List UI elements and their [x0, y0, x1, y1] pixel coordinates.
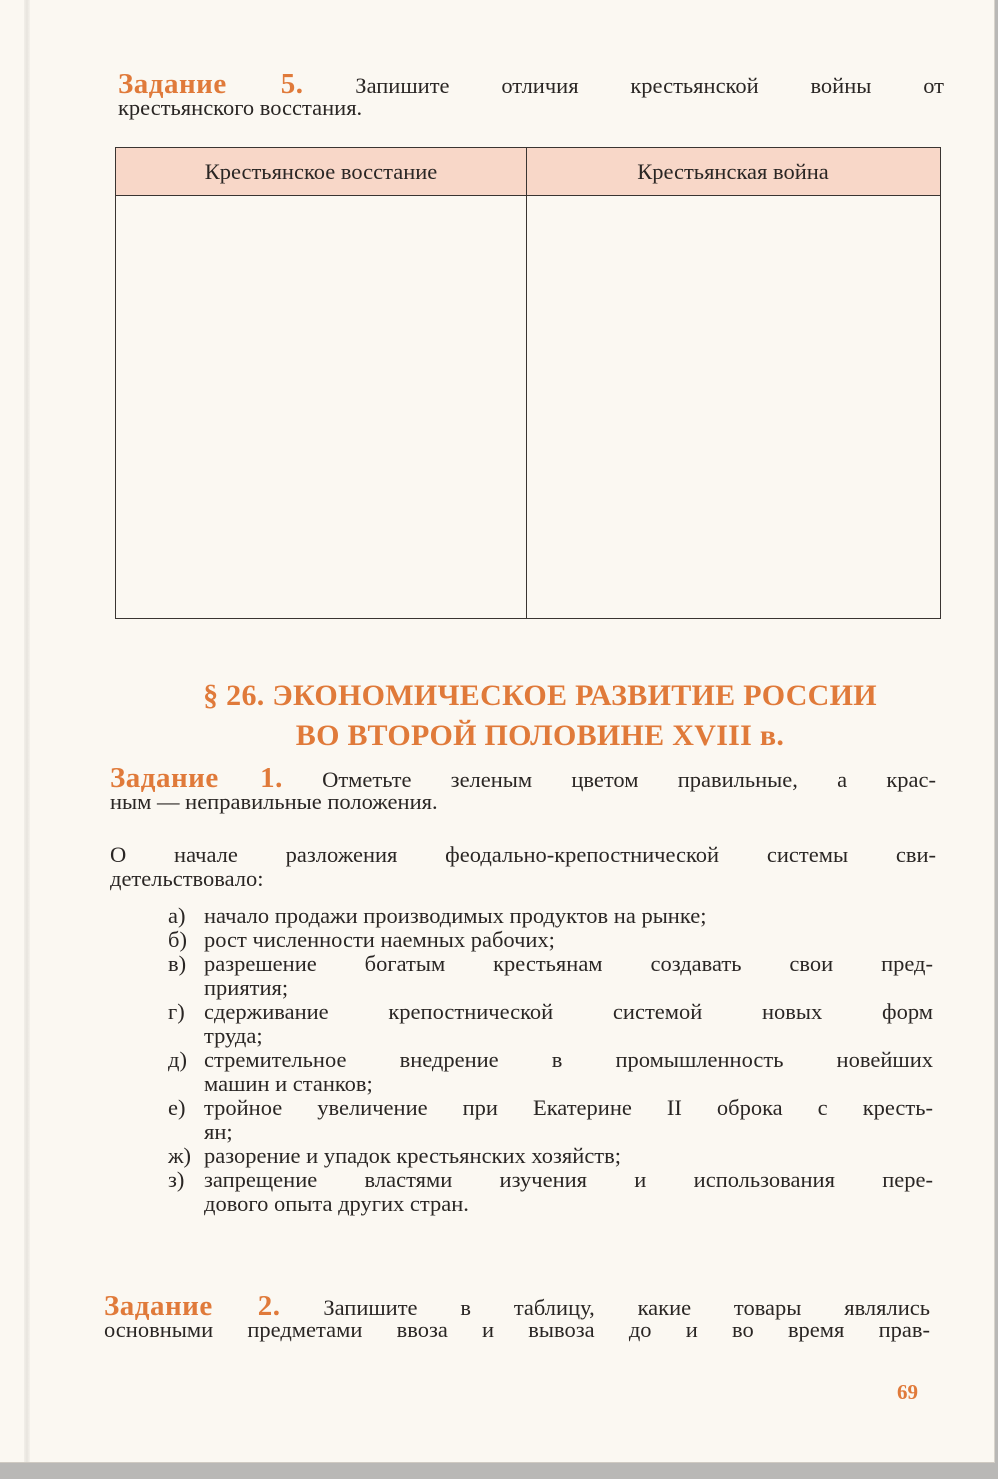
task1-text-line2: ным — неправильные положения.	[110, 789, 438, 814]
section-title-line2: ВО ВТОРОЙ ПОЛОВИНЕ XVIII в.	[295, 719, 785, 752]
task5-answer-cell-uprising[interactable]	[116, 196, 526, 618]
statement-a[interactable]	[168, 904, 933, 928]
task5-label: Задание 5.	[118, 68, 304, 100]
statement-text-cont: машин и станков;	[204, 1071, 373, 1096]
task5-table-column-divider	[526, 148, 527, 618]
statement-marker: е)	[168, 1095, 186, 1120]
statement-text-cont: ян;	[204, 1119, 233, 1144]
task5-instruction	[118, 68, 944, 120]
task5-column-header-war: Крестьянская война	[637, 159, 829, 184]
statement-e[interactable]	[168, 1096, 933, 1144]
statement-text-cont: труда;	[204, 1023, 263, 1048]
statement-zh[interactable]	[168, 1144, 933, 1168]
task1-intro-line2: детельствовало:	[110, 866, 264, 891]
statement-marker: д)	[168, 1047, 187, 1072]
task5-column-header-uprising: Крестьянское восстание	[204, 159, 438, 184]
task5-text-line2: крестьянского восстания.	[118, 95, 363, 120]
statement-marker: з)	[168, 1167, 185, 1192]
statement-marker: в)	[168, 951, 187, 976]
statement-text: тройное увеличение при Екатерине II оброка с кресть-	[204, 1095, 933, 1120]
statement-b[interactable]	[168, 928, 933, 952]
statement-text: стремительное внедрение в промышленность новейших	[204, 1047, 933, 1072]
statement-marker: а)	[168, 903, 186, 928]
task2-text-line1: Запишите в таблицу, какие товары являлись	[323, 1295, 930, 1320]
task1-label: Задание 1.	[110, 762, 283, 794]
task2-text-line2: основными предметами ввоза и вывоза до и во время прав-	[104, 1317, 930, 1342]
statement-z[interactable]	[168, 1168, 933, 1216]
task2-instruction	[104, 1290, 930, 1342]
statement-marker: г)	[168, 999, 185, 1024]
page-number: 69	[897, 1380, 918, 1404]
task5-text-line1: Запишите отличия крестьянской войны от	[355, 73, 944, 98]
statement-marker: ж)	[168, 1143, 192, 1168]
statement-text: разорение и упадок крестьянских хозяйств;	[204, 1143, 622, 1168]
statement-marker: б)	[168, 927, 187, 952]
task1-statement-list	[168, 904, 933, 1216]
statement-g[interactable]	[168, 1000, 933, 1048]
statement-text: запрещение властями изучения и использования пере-	[204, 1167, 933, 1192]
task1-intro-line1: О начале разложения феодально-крепостнической системы сви-	[110, 842, 936, 867]
task2-label: Задание 2.	[104, 1290, 281, 1322]
statement-v[interactable]	[168, 952, 933, 1000]
statement-text: рост численности наемных рабочих;	[204, 927, 555, 952]
section-title-line1: § 26. ЭКОНОМИЧЕСКОЕ РАЗВИТИЕ РОССИИ	[203, 679, 877, 712]
page-binding-shadow	[24, 0, 30, 1462]
statement-text-cont: дового опыта других стран.	[204, 1191, 469, 1216]
section-title	[100, 677, 980, 755]
task5-answer-cell-war[interactable]	[528, 196, 940, 618]
statement-text-cont: приятия;	[204, 975, 289, 1000]
task1-instruction	[110, 762, 936, 814]
task1-intro	[110, 843, 936, 891]
statement-text: сдерживание крепостнической системой новых форм	[204, 999, 933, 1024]
statement-text: разрешение богатым крестьянам создавать свои пред-	[204, 951, 933, 976]
task5-table	[115, 147, 941, 619]
statement-text: начало продажи производимых продуктов на рынке;	[204, 903, 707, 928]
task1-text-line1: Отметьте зеленым цветом правильные, а крас-	[322, 767, 936, 792]
statement-d[interactable]	[168, 1048, 933, 1096]
